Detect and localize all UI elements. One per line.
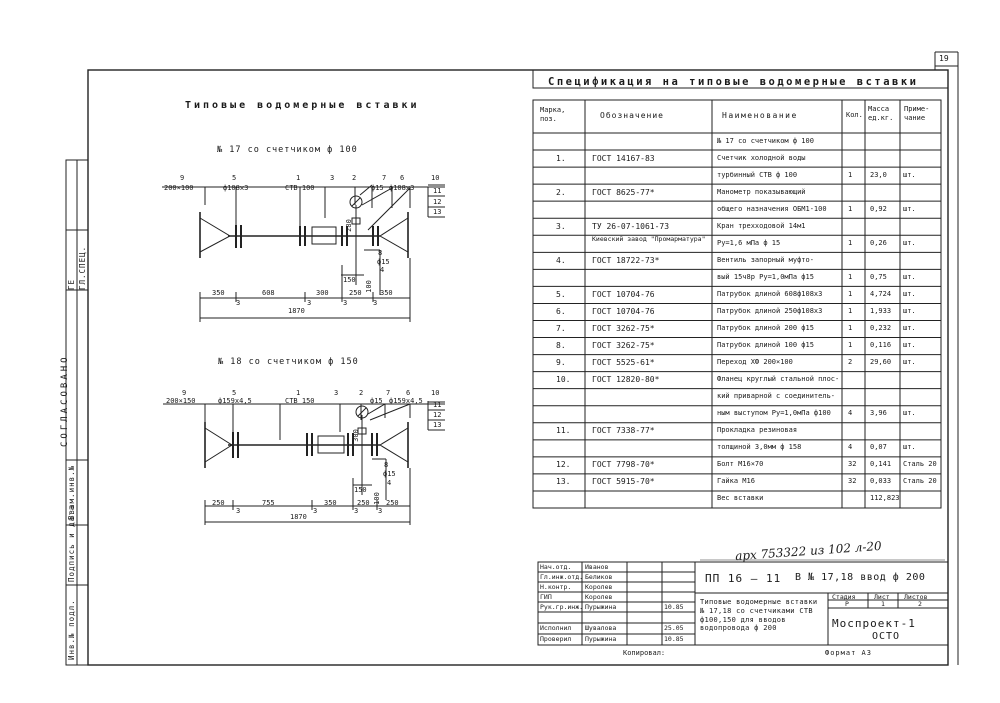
sheet-value: 1	[881, 600, 885, 608]
title-block-date: 10.85	[664, 603, 684, 611]
size-9: 200×100	[164, 184, 194, 192]
size-5: ф108х3	[223, 184, 249, 192]
header-mark: Марка, поз.	[540, 106, 566, 123]
side-stamp-ge: ГЕ	[67, 278, 76, 290]
spec-cell-name: Вентиль запорный муфто-	[717, 255, 814, 264]
spec-cell-qty: 1	[848, 272, 853, 281]
title-block-name: Королев	[585, 583, 613, 591]
spec-cell-name: Переход ХФ 200×100	[717, 358, 793, 367]
spec-cell-mass: 0,75	[870, 272, 887, 281]
callout-10: 10	[431, 389, 440, 397]
spec-cell-name: ным выступом Ру=1,0мПа ф100	[717, 409, 831, 418]
callout-1: 1	[296, 389, 301, 397]
doc-description: Типовые водомерные вставки № 17,18 со счетчиками СТВ ф100,150 для вводов водопровода ф 200	[700, 598, 818, 633]
title-block-role: ГИП	[540, 593, 552, 601]
spec-cell-pos: 2.	[556, 187, 566, 197]
callout-7: 7	[386, 389, 391, 397]
dim-chain-4: 250	[357, 499, 370, 507]
tick-3: 3	[343, 299, 348, 307]
size-7: ф15	[371, 184, 384, 192]
size-6: ф108х3	[389, 184, 415, 192]
spec-cell-mass: 0,26	[870, 238, 887, 247]
size-1: СТВ 100	[285, 184, 315, 192]
spec-cell-name: Патрубок длиной 100 ф15	[717, 341, 814, 350]
dim-chain-5: 350	[380, 289, 393, 297]
dim-chain-2: 608	[262, 289, 275, 297]
spec-cell-name: общего назначения ОБМ1-100	[717, 204, 827, 213]
dim-8: ф15	[383, 470, 396, 478]
spec-cell-name: толщиной 3,0мм ф 158	[717, 443, 802, 452]
spec-cell-des: ГОСТ 12820-80*	[592, 375, 660, 385]
spec-cell-name: вый 15ч8р Ру=1,0мПа ф15	[717, 272, 814, 281]
spec-cell-des: ГОСТ 5915-70*	[592, 477, 655, 487]
spec-cell-pos: 13.	[556, 477, 571, 487]
spec-cell-name: Фланец круглый стальной плос-	[717, 375, 840, 384]
title-block-date: 25.05	[664, 624, 684, 632]
spec-cell-mass: 23,0	[870, 170, 887, 179]
spec-cell-qty: 1	[848, 341, 853, 350]
callout-12: 12	[433, 411, 442, 419]
dim-150: 150	[343, 276, 356, 284]
spec-cell-note: шт.	[903, 409, 916, 418]
title-block-role: Нач.отд.	[540, 563, 572, 571]
dim-total: 1870	[290, 513, 307, 521]
spec-cell-pos: 11.	[556, 426, 571, 436]
spec-cell-note: шт.	[903, 358, 916, 367]
spec-cell-note: шт.	[903, 170, 916, 179]
spec-cell-mass: 0,141	[870, 460, 892, 469]
side-stamp-soglasovano: СОГЛАСОВАНО	[60, 354, 70, 447]
spec-cell-qty: 1	[848, 204, 853, 213]
spec-cell-note: шт.	[903, 289, 916, 298]
spec-cell-mass: 4,724	[870, 289, 892, 298]
title-block-name: Шувалова	[585, 624, 617, 632]
spec-cell-des: ГОСТ 14167-83	[592, 153, 655, 163]
spec-cell-pos: 3.	[556, 221, 566, 231]
dim-chain-3: 350	[324, 499, 337, 507]
archive-note: арх 753322 из 102 л-20	[734, 538, 883, 564]
tick-3: 3	[313, 507, 318, 515]
title-block-date: 10.85	[664, 635, 684, 643]
spec-cell-qty: 1	[848, 170, 853, 179]
spec-cell-des: ГОСТ 3262-75*	[592, 324, 655, 334]
side-stamp-inv: Инв.№ подл.	[67, 599, 76, 660]
callout-12: 12	[433, 198, 442, 206]
spec-cell-name: Патрубок длиной 608ф108х3	[717, 289, 823, 298]
spec-cell-mass: 3,96	[870, 409, 887, 418]
callout-8: 8	[378, 249, 383, 257]
size-1: СТВ 150	[285, 397, 315, 405]
spec-cell-note: шт.	[903, 306, 916, 315]
tick-3: 3	[236, 299, 241, 307]
format-label: Формат А3	[825, 649, 872, 657]
spec-cell-name: Болт М16×70	[717, 460, 764, 469]
sheets-header: Листов	[904, 593, 928, 601]
stage-header: Стадия	[832, 593, 856, 601]
side-stamp-vzam: Взам.инв.№	[67, 464, 76, 520]
callout-1: 1	[296, 174, 301, 182]
spec-cell-note: шт.	[903, 204, 916, 213]
spec-cell-note: шт.	[903, 238, 916, 247]
org-dept: ОСТО	[872, 631, 901, 642]
spec-cell-qty: 4	[848, 409, 853, 418]
header-designation: Обозначение	[600, 111, 664, 120]
spec-cell-name: № 17 со счетчиком ф 100	[717, 136, 814, 145]
callout-2: 2	[352, 174, 357, 182]
spec-cell-pos: 6.	[556, 306, 566, 316]
spec-cell-mass: 0,033	[870, 477, 892, 486]
dim-280: 280	[344, 219, 353, 232]
spec-cell-qty: 2	[848, 358, 853, 367]
spec-cell-note: шт.	[903, 272, 916, 281]
spec-cell-name: Кран трехходовой 14м1	[717, 221, 806, 230]
spec-cell-note: шт.	[903, 443, 916, 452]
spec-cell-qty: 1	[848, 306, 853, 315]
title-block-name: Пурыжина	[585, 603, 617, 611]
spec-cell-pos: 4.	[556, 255, 566, 265]
spec-cell-name: Прокладка резиновая	[717, 426, 798, 435]
spec-cell-qty: 32	[848, 460, 857, 469]
spec-cell-name: Ру=1,6 мПа ф 15	[717, 238, 781, 247]
size-9: 200×150	[166, 397, 196, 405]
spec-cell-pos: 5.	[556, 289, 566, 299]
title-block-role: Гл.инж.отд.	[540, 573, 584, 581]
spec-cell-qty: 32	[848, 477, 857, 486]
callout-10: 10	[431, 174, 440, 182]
spec-cell-des: ГОСТ 10704-76	[592, 289, 655, 299]
insert18-title: № 18 со счетчиком ф 150	[218, 357, 359, 367]
dim-4: 4	[380, 266, 385, 274]
spec-cell-name: Гайка М16	[717, 477, 755, 486]
dim-chain-1: 250	[212, 499, 225, 507]
dim-300: 300	[351, 429, 360, 442]
spec-cell-note: шт.	[903, 341, 916, 350]
spec-cell-name: Патрубок длиной 200 ф15	[717, 324, 814, 333]
spec-cell-pos: 12.	[556, 460, 571, 470]
insert17-drawing	[162, 185, 445, 322]
tick-3: 3	[378, 507, 383, 515]
spec-cell-name: кий приварной с соединитель-	[717, 392, 836, 401]
title-block-role: Проверил	[540, 635, 572, 643]
size-6: ф159х4,5	[389, 397, 423, 405]
org-name: Моспроект-1	[832, 617, 916, 630]
title-block-name: Королев	[585, 593, 613, 601]
spec-cell-pos: 8.	[556, 341, 566, 351]
callout-5: 5	[232, 389, 237, 397]
spec-cell-note: шт.	[903, 324, 916, 333]
spec-cell-des: ГОСТ 7798-70*	[592, 460, 655, 470]
header-qty: Кол.	[846, 111, 863, 119]
spec-cell-name: турбинный СТВ ф 100	[717, 170, 798, 179]
title-block-role: Н.контр.	[540, 583, 572, 591]
spec-cell-qty: 4	[848, 443, 853, 452]
spec-cell-pos: 9.	[556, 358, 566, 368]
dim-chain-3: 300	[316, 289, 329, 297]
spec-cell-note: Сталь 20	[903, 460, 937, 469]
spec-cell-mass: 29,60	[870, 358, 892, 367]
spec-cell-name: Патрубок длиной 250ф108х3	[717, 306, 823, 315]
callout-6: 6	[400, 174, 405, 182]
title-block-name: Беликов	[585, 573, 613, 581]
title-block-name: Иванов	[585, 563, 609, 571]
spec-cell-mass: 1,933	[870, 306, 892, 315]
spec-cell-des: ГОСТ 10704-76	[592, 306, 655, 316]
spec-cell-des: ТУ 26-07-1061-73	[592, 221, 670, 231]
insert17-title: № 17 со счетчиком ф 100	[217, 145, 358, 155]
spec-cell-note: Сталь 20	[903, 477, 937, 486]
spec-cell-name: Вес вставки	[717, 494, 764, 503]
dim-4: 4	[387, 479, 392, 487]
tick-3: 3	[354, 507, 359, 515]
tick-3: 3	[373, 299, 378, 307]
spec-cell-pos: 7.	[556, 324, 566, 334]
callout-9: 9	[182, 389, 187, 397]
title-block-role: Рук.гр.инж.	[540, 603, 584, 611]
spec-cell-mass: 0,07	[870, 443, 887, 452]
callout-8: 8	[384, 461, 389, 469]
title-block-role: Исполнил	[540, 624, 572, 632]
spec-cell-pos: 1.	[556, 153, 566, 163]
dim-chain-1: 350	[212, 289, 225, 297]
doc-code: ПП 16 — 11	[705, 572, 782, 585]
spec-cell-name: Манометр показывающий	[717, 187, 806, 196]
spec-cell-des: ГОСТ 7338-77*	[592, 426, 655, 436]
title-block-name: Пурыжина	[585, 635, 617, 643]
side-stamp-signature: Подпись и дата	[67, 504, 76, 582]
spec-cell-des: Киевский завод "Промарматура"	[592, 235, 706, 244]
spec-cell-mass: 0,116	[870, 341, 892, 350]
spec-cell-name: Счетчик холодной воды	[717, 153, 806, 162]
side-stamp-gl-spec: ГЛ.СПЕЦ.	[78, 245, 87, 290]
callout-11: 11	[433, 401, 442, 409]
spec-cell-mass: 112,823	[870, 494, 900, 503]
header-note: Приме-чание	[904, 105, 930, 123]
spec-cell-des: ГОСТ 8625-77*	[592, 187, 655, 197]
callout-3: 3	[334, 389, 339, 397]
dim-8: ф15	[377, 258, 390, 266]
spec-cell-qty: 1	[848, 289, 853, 298]
sheet-number: 19	[939, 54, 949, 63]
callout-13: 13	[433, 208, 442, 216]
dim-100: 100	[372, 492, 381, 505]
size-7: ф15	[370, 397, 383, 405]
dim-chain-4: 250	[349, 289, 362, 297]
callout-9: 9	[180, 174, 185, 182]
dim-total: 1870	[288, 307, 305, 315]
callout-11: 11	[433, 187, 442, 195]
callout-2: 2	[359, 389, 364, 397]
tick-3: 3	[307, 299, 312, 307]
size-5: ф159х4,5	[218, 397, 252, 405]
copied-label: Копировал:	[623, 649, 666, 657]
spec-cell-des: ГОСТ 5525-61*	[592, 358, 655, 368]
dim-150: 150	[354, 486, 367, 494]
callout-13: 13	[433, 421, 442, 429]
sheets-value: 2	[918, 600, 922, 608]
spec-cell-des: ГОСТ 18722-73*	[592, 255, 660, 265]
spec-cell-mass: 0,232	[870, 324, 892, 333]
callout-6: 6	[406, 389, 411, 397]
spec-cell-pos: 10.	[556, 375, 571, 385]
callout-3: 3	[330, 174, 335, 182]
spec-cell-mass: 0,92	[870, 204, 887, 213]
insert18-drawing	[163, 401, 445, 525]
spec-row-lines	[533, 150, 941, 491]
stage-value: Р	[845, 600, 849, 608]
doc-subtitle: В № 17,18 ввод ф 200	[795, 572, 926, 583]
spec-cell-qty: 1	[848, 324, 853, 333]
header-name: Наименование	[722, 111, 798, 120]
sheet-header: Лист	[874, 593, 890, 601]
dim-chain-2: 755	[262, 499, 275, 507]
spec-cell-des: ГОСТ 3262-75*	[592, 341, 655, 351]
spec-title: Спецификация на типовые водомерные вставки	[548, 76, 919, 88]
callout-7: 7	[382, 174, 387, 182]
header-mass: Масса ед.кг.	[868, 105, 894, 123]
dim-chain-5: 250	[386, 499, 399, 507]
spec-cell-qty: 1	[848, 238, 853, 247]
callout-5: 5	[232, 174, 237, 182]
drawing-title: Типовые водомерные вставки	[185, 100, 420, 111]
dim-100: 100	[364, 280, 373, 293]
tick-3: 3	[236, 507, 241, 515]
